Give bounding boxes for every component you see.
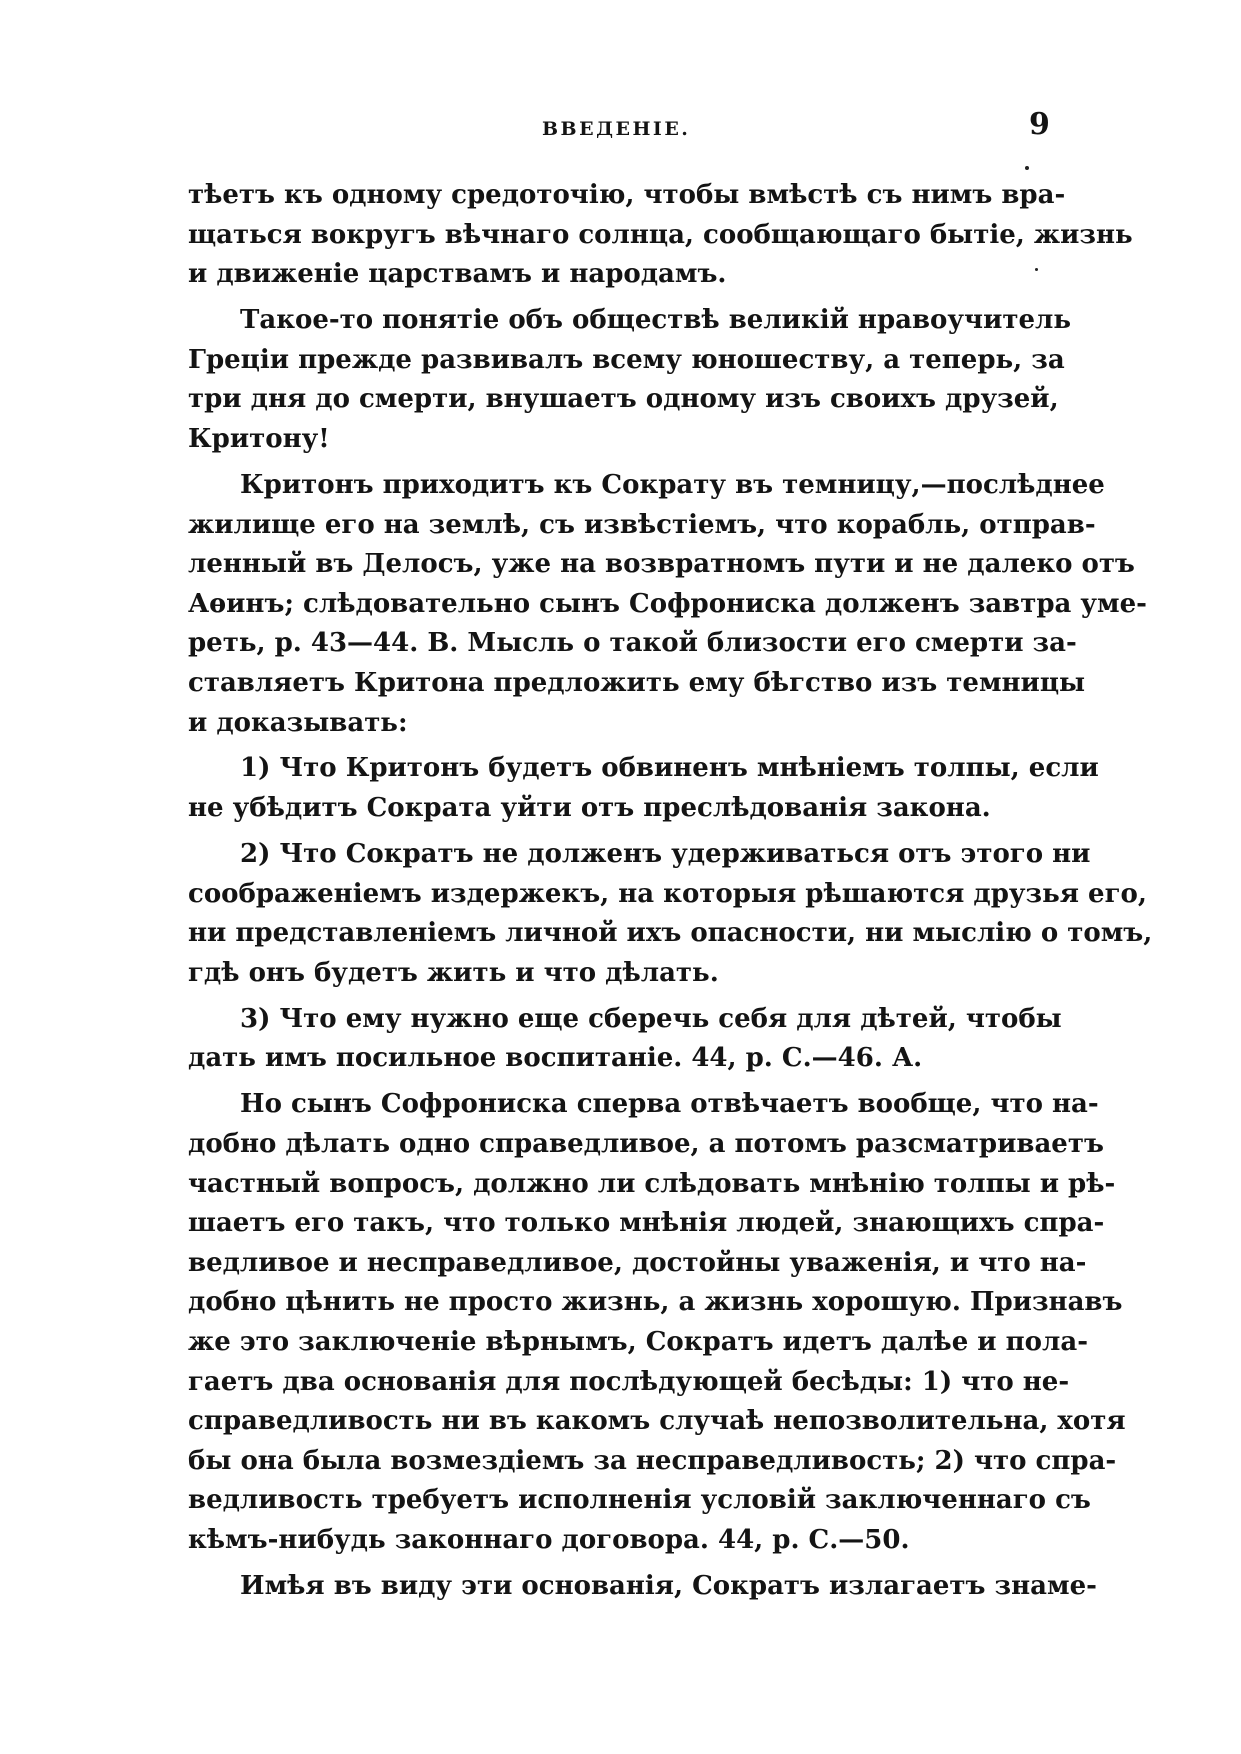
body-text: [188, 176, 1153, 1607]
text-line: соображеніемъ издержекъ, на которыя рѣшаются друзья его,: [188, 878, 1147, 909]
text-line: и движеніе царствамъ и народамъ.: [188, 259, 727, 290]
text-line: Аѳинъ; слѣдовательно сынъ Софрониска долженъ завтра уме-: [188, 588, 1147, 619]
paragraph: [188, 301, 1071, 459]
print-speck: [1025, 166, 1029, 170]
running-head: ВВЕДЕНІЕ.: [542, 118, 691, 140]
text-line: дать имъ посильное воспитаніе. 44, р. С.—46. А.: [188, 1043, 923, 1074]
text-line: добно дѣлать одно справедливое, а потомъ разсматриваетъ: [188, 1129, 1104, 1159]
paragraph: [188, 1567, 1097, 1607]
text-line: ни представленіемъ личной ихъ опасности, ни мыслію о томъ,: [188, 918, 1153, 949]
paragraph: [188, 466, 1147, 743]
numbered-point: [188, 835, 1153, 993]
text-line: ведливость требуетъ исполненія условій заключеннаго съ: [188, 1485, 1091, 1516]
text-line: Но сынъ Софрониска сперва отвѣчаетъ вообще, что на-: [240, 1089, 1099, 1120]
text-line: Критону!: [188, 423, 330, 454]
text-line: реть, р. 43—44. В. Мысль о такой близости его смерти за-: [188, 628, 1077, 659]
text-line: добно цѣнить не просто жизнь, а жизнь хорошую. Признавъ: [188, 1287, 1123, 1318]
text-line: ленный въ Делосъ, уже на возвратномъ пути и не далеко отъ: [188, 549, 1135, 580]
text-line: ведливое и несправедливое, достойны уваженія, и что на-: [188, 1247, 1087, 1278]
paragraph: [188, 1085, 1126, 1560]
text-line: гдѣ онъ будетъ жить и что дѣлать.: [188, 957, 719, 988]
text-line: жилище его на землѣ, съ извѣстіемъ, что корабль, отправ-: [188, 509, 1096, 540]
text-line: 3) Что ему нужно еще сберечь себя для дѣтей, чтобы: [240, 1003, 1062, 1034]
numbered-point: [188, 749, 1099, 828]
text-line: не убѣдитъ Сократа уйти отъ преслѣдованія закона.: [188, 793, 991, 824]
text-line: 2) Что Сократъ не долженъ удерживаться отъ этого ни: [240, 839, 1091, 870]
text-line: же это заключеніе вѣрнымъ, Сократъ идетъ далѣе и пола-: [188, 1326, 1088, 1357]
text-line: 1) Что Критонъ будетъ обвиненъ мнѣніемъ толпы, если: [240, 753, 1099, 784]
text-line: Имѣя въ виду эти основанія, Сократъ излагаетъ знаме-: [240, 1570, 1097, 1601]
text-line: частный вопросъ, должно ли слѣдовать мнѣнію толпы и рѣ-: [188, 1168, 1116, 1199]
text-line: Греціи прежде развивалъ всему юношеству, а теперь, за: [188, 344, 1065, 375]
text-line: щаться вокругъ вѣчнаго солнца, сообщающаго бытіе, жизнь: [188, 219, 1133, 250]
text-line: и доказывать:: [188, 707, 408, 738]
text-line: Критонъ приходитъ къ Сократу въ темницу,—послѣднее: [240, 469, 1105, 500]
paragraph: [188, 176, 1133, 295]
page-number: 9: [1029, 107, 1050, 142]
numbered-point: [188, 1000, 1062, 1079]
text-line: гаетъ два основанія для послѣдующей бесѣды: 1) что не-: [188, 1366, 1070, 1397]
text-line: кѣмъ-нибудь законнаго договора. 44, р. С.—50.: [188, 1524, 910, 1555]
text-line: три дня до смерти, внушаетъ одному изъ своихъ друзей,: [188, 384, 1059, 415]
text-line: ставляетъ Критона предложить ему бѣгство изъ темницы: [188, 667, 1086, 698]
text-line: бы она была возмездіемъ за несправедливость; 2) что спра-: [188, 1445, 1117, 1476]
text-line: тѣетъ къ одному средоточію, чтобы вмѣстѣ съ нимъ вра-: [188, 180, 1066, 210]
text-line: шаетъ его такъ, что только мнѣнія людей, знающихъ спра-: [188, 1208, 1105, 1239]
text-line: справедливость ни въ какомъ случаѣ непозволительна, хотя: [188, 1406, 1126, 1437]
text-line: Такое-то понятіе объ обществѣ великій нравоучитель: [240, 305, 1071, 336]
